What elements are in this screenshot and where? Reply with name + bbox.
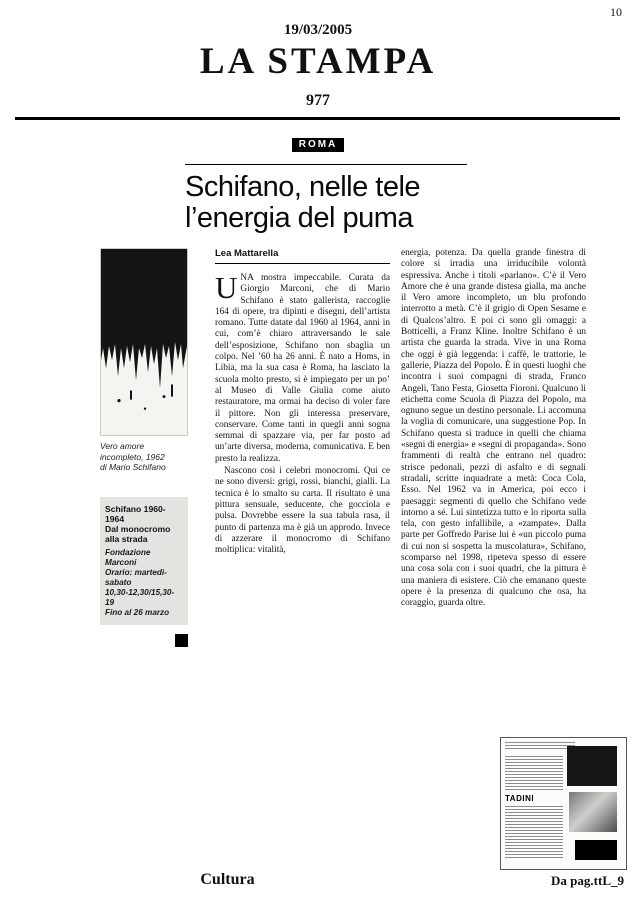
thumbnail-text-column-1 <box>505 756 563 790</box>
headline-rule <box>185 164 467 165</box>
abstract-painting-graphic <box>101 249 187 435</box>
clipping-date: 19/03/2005 <box>283 22 353 38</box>
figure-caption <box>100 441 188 473</box>
source-page-thumbnail <box>500 737 627 870</box>
headline-block <box>185 164 467 234</box>
footer-section-label: Cultura <box>200 871 255 888</box>
byline: Lea Mattarella <box>215 248 279 259</box>
thumbnail-text-column-2 <box>505 806 563 860</box>
thumbnail-headline: TADINI <box>505 794 535 803</box>
thumbnail-photo-block <box>569 792 617 832</box>
paragraph-2: Nascono così i celebri monocromi. Qui ce ne sono diversi: grigi, rossi, bianchi, gialli. La tecnica è lo smalto su carta. Il risultato è una pittura sensuale, seducente, che gocciola e pulsa. Dovrebbe essere la sua tabula rasa, il punto di partenza ma è già un approdo. Invece di azzerare il monocromo di Schifano moltiplica: vitalità, <box>215 466 390 556</box>
article-body <box>100 248 586 647</box>
headline-line-2: l’energia del puma <box>185 202 413 234</box>
page-number: 10 <box>610 5 622 19</box>
exhibition-hours-label: Orario: martedì-sabato <box>105 568 167 588</box>
byline-rule <box>215 263 390 264</box>
header-divider <box>15 117 620 120</box>
drop-cap: U <box>215 270 238 305</box>
figure-caption-line-2: di Mario Schifano <box>100 462 166 472</box>
exhibition-info-box <box>100 497 188 626</box>
headline-line-1: Schifano, nelle tele <box>185 171 421 203</box>
footer-source-reference: Da pag.ttL_9 <box>551 873 624 888</box>
exhibition-title-line-2: Dal monocromo alla strada <box>105 523 171 545</box>
section-tag: ROMA <box>292 138 345 152</box>
figure-caption-line-1: Vero amore incompleto, 1962 <box>100 441 165 462</box>
issue-number: 977 <box>306 92 330 109</box>
paragraph-1-text: NA mostra impeccabile. Curata da Giorgio Marconi, che di Mario Schifano è stato gallerista, raccoglie 164 di opere, tra dipinti e disegni, dell’artista romano. Tutte datate dal 1960 al 1964, anni in cui, com’è chiaro attraversando le sale dell’esposizione, Schifano non sbaglia un colpo. Nel ’60 ha 26 anni. È nato a Homs, in Libia, ma la sua casa è Roma, ha lasciato la scuola molto presto, si è impiegato per un po’ al Museo di Valle Giulia come aiuto restauratore, ma ormai ha deciso di voler fare il pittore. Non gli interessa preservare, conservare. Come tanti in quegli anni sogna semmai di spazzare via, per far posto ad un’arte diversa, moderna, comunicativa. E ben presto la realizza. <box>215 273 390 464</box>
thumbnail-black-block <box>575 840 617 860</box>
thumbnail-dark-block <box>567 746 617 786</box>
article-column-1 <box>215 248 390 556</box>
figure-column <box>100 248 188 647</box>
masthead-title: LA STAMPA <box>199 41 437 82</box>
exhibition-hours: 10,30-12,30/15,30-19 <box>105 588 175 608</box>
exhibition-title-line-1: Schifano 1960-1964 <box>105 503 166 524</box>
thumbnail-header-lines <box>505 742 575 751</box>
column-end-marker <box>175 634 188 647</box>
exhibition-end-date: Fino al 26 marzo <box>105 608 170 618</box>
article-column-2 <box>401 248 586 610</box>
headline <box>185 172 467 234</box>
section-tag-row <box>0 134 636 152</box>
artwork-image <box>100 248 188 436</box>
paragraph-3: energia, potenza. Da quella grande finestra di colore si irradia una irriducibile volontà espressiva. Anche i titoli «parlano». C’è il Vero Amore che è una grande distesa gialla, ma anche il Vero amore incompleto, un blu profondo interrotto a metà. C’è il grigio di Open Sesame e di Qualcos’altro. E poi ci sono gli omaggi: a Botticelli, a Franz Kline. Inoltre Schifano è un artista che guarda la strada. Vive in una Roma che oggi è già leggenda: i caffè, le trattorie, le gallerie, Piazza del Popolo. È in questi luoghi che incontra i suoi compagni di strada, Franco Angeli, Tano Festa, Giosetta Fioroni. Qualcuno li etichetta come Scuola di Piazza del Popolo, ma ognuno segue un destino personale. Li accomuna la voglia di comunicare, una suggestione Pop. In Schifano questa si traduce in quelli che chiama «segni di energia» e «segni di propaganda». Sono frammenti di realtà che entrano nel quadro: strisce pedonali, pezzi di asfalto e di segnali stradali, scritte inquadrate a metà: Coca Cola, Esso. Nel 1962 va in America, poi ecco i paesaggi: segmenti di quello che Schifano vede intorno a sé. Lui sintetizza tutto e lo riporta sulla tela, con gesto infallibile, a «zampate». Dalla parte per Goffredo Parise lui è «un piccolo puma di cui non si sospetta la muscolatura», Schifano, scomparso nel 1998, ripeteva spesso di essere una cosa sola con i suoi quadri, che la pittura è una maniera di esistere. Ciò che emanano queste opere è la presenza di qualcuno che osa, ha coraggio, guarda oltre. <box>401 248 586 609</box>
exhibition-venue: Fondazione Marconi <box>105 548 151 568</box>
paragraph-1 <box>215 270 390 465</box>
